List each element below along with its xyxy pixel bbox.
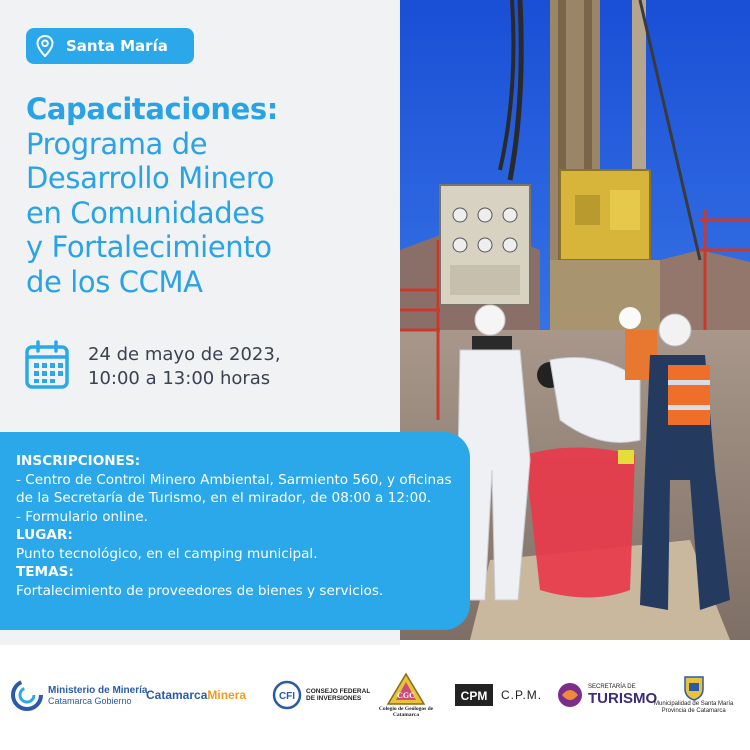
temas-heading: TEMAS: (16, 564, 74, 580)
turismo-big: TURISMO (588, 690, 658, 707)
title-bold: Capacitaciones: (26, 92, 278, 126)
time-line: 10:00 a 13:00 horas (88, 368, 271, 389)
cfi-logo (272, 660, 370, 730)
cfi-emblem-icon (272, 680, 302, 710)
cpm-emblem-icon (455, 684, 493, 706)
temas-text: Fortalecimiento de proveedores de bienes y servicios. (16, 582, 384, 599)
map-pin-icon (36, 35, 54, 57)
inscripciones-text-2: - Formulario online. (16, 508, 148, 525)
turismo-emblem-icon (556, 681, 584, 709)
inscripciones-text-1: - Centro de Control Minero Ambiental, Sarmiento 560, y oficinas de la Secretaría de Turismo, en el mirador, de 08:00 a 12:00. (16, 471, 452, 506)
cgc-mark: CGC (397, 691, 415, 700)
municipalidad-logo (654, 660, 733, 730)
cgc-text: Colegio de Geólogos de Catamarca (378, 706, 434, 718)
cfi-text: CONSEJO FEDERAL DE INVERSIONES (306, 687, 371, 702)
location-badge (26, 28, 194, 64)
cgc-emblem-icon (386, 672, 426, 706)
colegio-geologos-logo (374, 660, 438, 730)
sponsor-logos (0, 660, 750, 730)
title-rest: Programa de Desarrollo Minero en Comunidades y Fortalecimiento de los CCMA (26, 126, 275, 299)
ministerio-line-2: Catamarca Gobierno (48, 695, 132, 706)
ministerio-mineria-logo (10, 660, 147, 730)
inscripciones-heading: INSCRIPCIONES: (16, 453, 141, 469)
municipal-shield-icon (683, 675, 705, 701)
event-date (88, 343, 281, 391)
cpm-logo (455, 660, 542, 730)
lugar-text: Punto tecnológico, en el camping municipal. (16, 545, 318, 562)
info-box (0, 432, 470, 630)
ministerio-emblem-icon (10, 678, 44, 712)
location-label: Santa María (66, 37, 168, 55)
cpm-text: C.P.M. (501, 688, 543, 702)
ministerio-line-1: Ministerio de Minería (48, 684, 148, 696)
secretaria-turismo-logo (556, 660, 657, 730)
lugar-heading: LUGAR: (16, 527, 73, 543)
catamarca-minera-logo (146, 660, 246, 730)
date-line: 24 de mayo de 2023, (88, 344, 281, 365)
turismo-small: SECRETARÍA DE (588, 684, 636, 690)
event-title (26, 92, 386, 299)
minera-word: Minera (207, 688, 247, 702)
catamarca-word: Catamarca (146, 688, 208, 702)
cpm-mark: CPM (460, 689, 488, 703)
cfi-mark: CFI (278, 691, 296, 702)
calendar-icon (24, 340, 70, 390)
municipalidad-text: Municipalidad de Santa María Provincia de Catamarca (654, 701, 734, 714)
